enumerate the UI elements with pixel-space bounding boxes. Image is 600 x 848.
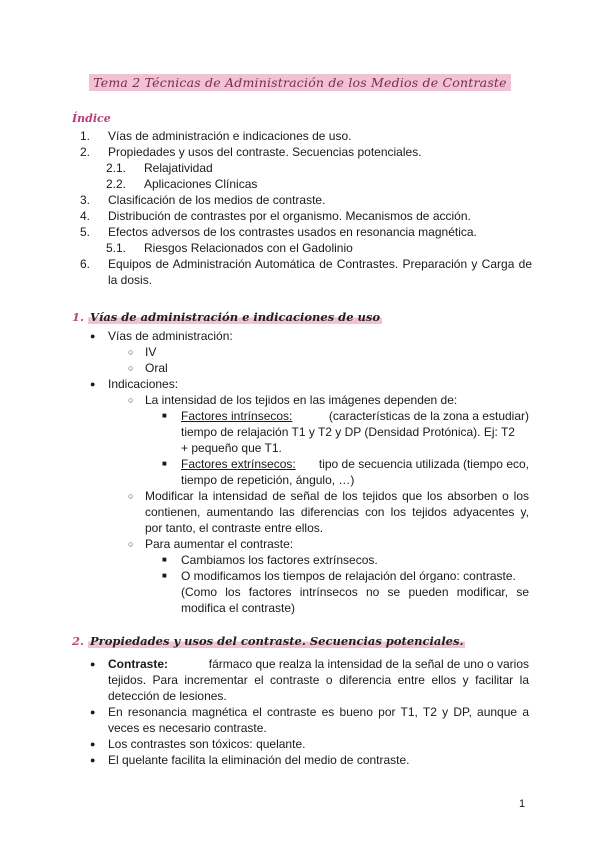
- toc-number: 2.1.: [106, 161, 127, 175]
- intensidad-text: La intensidad de los tejidos en las imágenes dependen de:: [145, 393, 458, 407]
- bullet-icon: ●: [90, 331, 96, 341]
- circle-bullet-icon: ○: [128, 539, 134, 549]
- toc-text: Vías de administración e indicaciones de uso.: [108, 129, 352, 143]
- via-item: IV: [145, 345, 157, 359]
- toc-number: 2.2.: [106, 177, 127, 191]
- vias-label: Vías de administración:: [108, 329, 233, 343]
- toc-text: Efectos adversos de los contrastes usados en resonancia magnética.: [108, 225, 477, 239]
- modificar-line: contienen, aumentando las diferencias con los tejidos adyacentes y,: [145, 505, 529, 519]
- extrinsecos-item: [181, 456, 529, 488]
- toc-item: [72, 192, 532, 208]
- contraste-line: detección de lesiones.: [108, 689, 227, 703]
- section-title: Propiedades y usos del contraste. Secuencias potenciales.: [90, 634, 464, 648]
- contraste-line: fármaco que realza la intensidad de la señal de uno o varios: [208, 657, 529, 671]
- contraste-line: tejidos. Para incrementar el contraste o diferencia entre ellos y facilitar la: [108, 673, 529, 687]
- cambiamos-text: Cambiamos los factores extrínsecos.: [181, 553, 378, 567]
- bullet-icon: ●: [90, 739, 96, 749]
- section-title: Vías de administración e indicaciones de uso: [90, 310, 381, 324]
- document-title-text: Tema 2 Técnicas de Administración de los Medios de Contraste: [89, 74, 511, 91]
- page-number: 1: [519, 798, 526, 810]
- circle-bullet-icon: ○: [128, 395, 134, 405]
- toc-text: Propiedades y usos del contraste. Secuencias potenciales.: [108, 145, 422, 159]
- modificamos-line: O modificamos los tiempos de relajación del órgano: contraste.: [181, 569, 516, 583]
- toc-number: 2.: [80, 145, 91, 159]
- toc-text: Clasificación de los medios de contraste.: [108, 193, 326, 207]
- table-of-contents: [72, 128, 532, 288]
- toc-item: [72, 128, 532, 144]
- modificar-line: Modificar la intensidad de señal de los tejidos que los absorben o los: [145, 489, 529, 503]
- bullet-icon: ●: [90, 659, 96, 669]
- toc-subitem: [72, 240, 532, 256]
- intrinsecos-label: Factores intrínsecos:: [181, 409, 293, 423]
- square-bullet-icon: ■: [162, 459, 167, 468]
- toc-item: [72, 256, 532, 288]
- toc-text: Relajatividad: [144, 161, 213, 175]
- toc-text: Riesgos Relacionados con el Gadolinio: [144, 241, 353, 255]
- extrinsecos-line: tipo de secuencia utilizada (tiempo eco,: [318, 457, 529, 471]
- toc-number: 6.: [80, 257, 91, 271]
- intrinsecos-item: [181, 408, 529, 456]
- bullet-icon: ●: [90, 379, 96, 389]
- section-number: 2.: [72, 634, 85, 648]
- toc-subitem: [72, 160, 532, 176]
- contraste-label: Contraste:: [108, 657, 169, 671]
- toc-item: [72, 208, 532, 224]
- section-1-heading: [72, 310, 382, 324]
- toc-number: 5.1.: [106, 241, 127, 255]
- toc-number: 5.: [80, 225, 91, 239]
- section-2-heading: [72, 634, 465, 648]
- circle-bullet-icon: ○: [128, 491, 134, 501]
- toc-number: 3.: [80, 193, 91, 207]
- bullet-icon: ●: [90, 755, 96, 765]
- via-item: Oral: [145, 361, 168, 375]
- extrinsecos-label: Factores extrínsecos:: [181, 457, 296, 471]
- toc-text: Distribución de contrastes por el organismo. Mecanismos de acción.: [108, 209, 471, 223]
- resonancia-line: veces es necesario contraste.: [108, 721, 267, 735]
- bullet-icon: ●: [90, 707, 96, 717]
- toc-text: Equipos de Administración Automática de Contrastes. Preparación y Carga de la dosis.: [108, 257, 532, 287]
- section-number: 1.: [72, 310, 85, 324]
- indicaciones-label: Indicaciones:: [108, 377, 179, 391]
- circle-bullet-icon: ○: [128, 363, 134, 373]
- circle-bullet-icon: ○: [128, 347, 134, 357]
- modificar-item: [145, 488, 529, 536]
- intrinsecos-line: (características de la zona a estudiar): [328, 409, 529, 423]
- toc-text: Aplicaciones Clínicas: [144, 177, 258, 191]
- toc-item: [72, 144, 532, 160]
- toxicos-text: Los contrastes son tóxicos: quelante.: [108, 737, 306, 751]
- toc-subitem: [72, 176, 532, 192]
- resonancia-line: En resonancia magnética el contraste es bueno por T1, T2 y DP, aunque a: [108, 705, 529, 719]
- intrinsecos-line: tiempo de relajación T1 y T2 y DP (Densidad Protónica). Ej: T2: [181, 425, 515, 439]
- quelante-text: El quelante facilita la eliminación del medio de contraste.: [108, 753, 410, 767]
- extrinsecos-line: tiempo de repetición, ángulo, …): [181, 473, 355, 487]
- toc-number: 4.: [80, 209, 91, 223]
- document-title: [0, 75, 600, 90]
- index-heading: Índice: [72, 112, 111, 125]
- modificamos-line: modifica el contraste): [181, 601, 296, 615]
- square-bullet-icon: ■: [162, 571, 167, 580]
- modificamos-item: [181, 568, 529, 616]
- modificar-line: por tanto, el contraste entre ellos.: [145, 521, 324, 535]
- contraste-item: [108, 656, 529, 704]
- toc-item: [72, 224, 532, 240]
- modificamos-line: (Como los factores intrínsecos no se pueden modificar, se: [181, 585, 529, 599]
- square-bullet-icon: ■: [162, 555, 167, 564]
- square-bullet-icon: ■: [162, 411, 167, 420]
- aumentar-text: Para aumentar el contraste:: [145, 537, 294, 551]
- intrinsecos-line: + pequeño que T1.: [181, 441, 282, 455]
- toc-number: 1.: [80, 129, 91, 143]
- resonancia-item: [108, 704, 529, 736]
